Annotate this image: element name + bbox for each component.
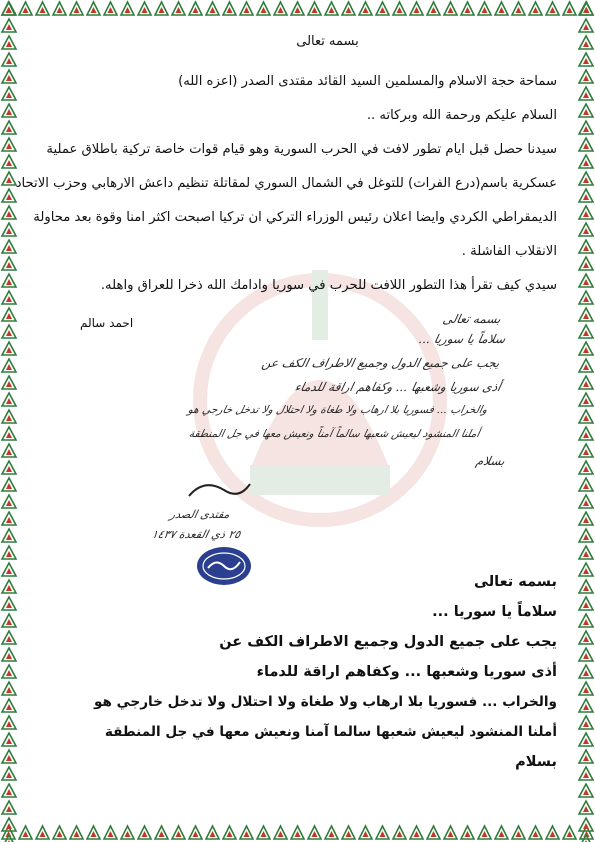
letter-page	[15, 28, 565, 818]
signature-flourish-icon	[184, 476, 254, 504]
seal-stamp-icon	[194, 544, 254, 588]
handwritten-line: أذى سوريا وشعبها ... وكفاهم اراقة للدماء	[293, 380, 503, 394]
letter-body-line: عسكرية باسم(درع الفرات) للتوغل في الشمال السوري لمقاتلة تنظيم داعش الارهابي وحزب الاتحاد	[15, 176, 557, 191]
typed-reply-line: أملنا المنشود ليعيش شعبها سالما آمنا ونعيش معها في جل المنطقة	[104, 724, 557, 740]
sender-name: احمد سالم	[80, 316, 134, 330]
handwritten-line: بسمه تعالى	[441, 312, 503, 326]
typed-reply-line: سلاماً يا سوريا ...	[432, 604, 557, 620]
handwritten-line: أملنا المنشود ليعيش شعبها سالماً آمناً ونعيش معها في جل المنطقة	[187, 428, 481, 440]
typed-reply-line: يجب على جميع الدول وجميع الاطراف الكف عن	[219, 634, 557, 650]
decorative-border-top	[0, 0, 595, 18]
letter-addressee: سماحة حجة الاسلام والمسلمين السيد القائد مقتدى الصدر (اعزه الله)	[178, 74, 557, 89]
handwritten-line: بسلام	[474, 454, 507, 468]
handwritten-signature: مقتدى الصدر	[168, 508, 232, 521]
letter-body-line: الديمقراطي الكردي وايضا اعلان رئيس الوزراء التركي ان تركيا اصبحت اكثر امنا وقوة بعد محاولة	[33, 210, 557, 225]
handwritten-line: سلاماً يا سوريا ...	[417, 332, 507, 346]
typed-reply-line: بسلام	[515, 754, 557, 770]
typed-reply-line: أذى سوريا وشعبها ... وكفاهم اراقة للدماء	[256, 664, 557, 680]
typed-reply-line: بسمه تعالى	[474, 574, 557, 590]
letter-body-line: الانقلاب الفاشلة .	[461, 244, 557, 259]
handwritten-line: يجب على جميع الدول وجميع الاطراف الكف عن	[260, 356, 501, 370]
handwritten-date: ٢٥ ذي القعدة ١٤٣٧	[150, 528, 242, 541]
decorative-border-left	[0, 0, 18, 842]
handwritten-line: والخراب ... فسوريا بلا ارهاب ولا طغاة ولا احتلال ولا تدخل خارجي هو	[186, 404, 489, 416]
letter-body-line: سيدنا حصل قبل ايام تطور لافت في الحرب السورية وهو قيام قوات خاصة تركية باطلاق عملية	[46, 142, 557, 157]
decorative-border-bottom	[0, 824, 595, 842]
letter-question: سيدي كيف تقرأ هذا التطور اللافت للحرب في سوريا وادامك الله ذخرا للعراق واهله.	[100, 278, 557, 293]
decorative-border-right	[577, 0, 595, 842]
typed-reply-line: والخراب ... فسوريا بلا ارهاب ولا طغاة ولا احتلال ولا تدخل خارجي هو	[93, 694, 557, 710]
letter-basmala: بسمه تعالى	[296, 34, 359, 49]
letter-greeting: السلام عليكم ورحمة الله وبركاته ..	[366, 108, 557, 123]
